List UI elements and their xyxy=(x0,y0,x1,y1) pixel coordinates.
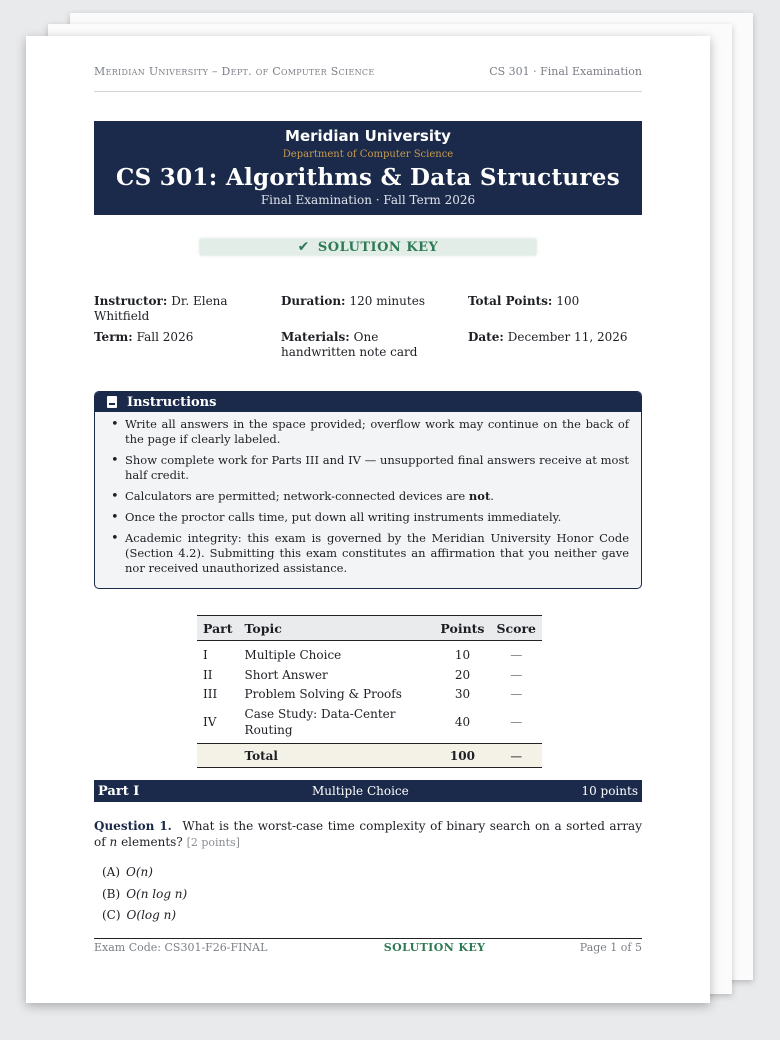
list-item: • Calculators are permitted; network-connected devices are not. xyxy=(107,489,629,504)
exam-code: Exam Code: CS301-F26-FINAL xyxy=(94,941,268,954)
exam-page xyxy=(26,36,710,1003)
part-points: 10 points xyxy=(581,784,638,798)
header-rule xyxy=(94,91,642,92)
university-name: Meridian University xyxy=(285,127,451,145)
option-b: (B) O(n log n) xyxy=(102,886,188,901)
column-header-points: Points xyxy=(434,616,490,641)
course-title: CS 301: Algorithms & Data Structures xyxy=(115,164,620,191)
list-item: • Show complete work for Parts III and IV — unsupported final answers receive at most half credit. xyxy=(107,453,629,483)
score-table xyxy=(197,615,542,768)
part-title: Multiple Choice xyxy=(312,784,409,798)
exam-subtitle: Final Examination · Fall Term 2026 xyxy=(260,193,476,207)
meta-materials: Materials: One handwritten note card xyxy=(281,330,418,359)
page-content xyxy=(94,36,642,1003)
meta-term: Term: Fall 2026 xyxy=(94,330,194,344)
part-name: Part I xyxy=(98,783,140,799)
option-a: (A) O(n) xyxy=(102,865,153,879)
list-item: • Academic integrity: this exam is governed by the Meridian University Honor Code (Section 4.2). Submitting this exam constitutes an affirmation that you neither gave nor received unauthorized assistance. xyxy=(107,531,629,576)
title-banner xyxy=(94,121,642,215)
running-header xyxy=(94,65,642,78)
header-left: Meridian University – Dept. of Computer Science xyxy=(94,65,375,78)
question-label: Question 1. xyxy=(94,819,172,833)
list-item: • Write all answers in the space provided; overflow work may continue on the back of the page if clearly labeled. xyxy=(107,417,629,447)
book-icon xyxy=(107,396,117,408)
option-c: (C) O(log n) xyxy=(102,908,177,922)
column-header-topic: Topic xyxy=(239,616,435,641)
list-item: • Once the proctor calls time, put down all writing instruments immediately. xyxy=(107,510,629,525)
table-row: II Short Answer 20 — xyxy=(203,667,523,682)
table-total-row: Total 100 — xyxy=(197,743,542,767)
instructions-list xyxy=(95,412,641,576)
table-row: I Multiple Choice 10 — xyxy=(203,648,523,662)
page-footer xyxy=(94,941,642,954)
solution-key-badge xyxy=(200,239,536,255)
question-1: Question 1. What is the worst-case time complexity of binary search on a sorted array of n elements? [2 points] xyxy=(94,819,642,849)
header-right: CS 301 · Final Examination xyxy=(489,65,642,78)
meta-date: Date: December 11, 2026 xyxy=(468,330,628,344)
page-number: Page 1 of 5 xyxy=(579,941,642,954)
instructions-box xyxy=(94,391,642,589)
table-row: III Problem Solving & Proofs 30 — xyxy=(203,687,523,701)
footer-solution-key: SOLUTION KEY xyxy=(383,941,486,954)
footer-rule xyxy=(94,938,642,939)
department-name: Department of Computer Science xyxy=(282,149,454,160)
table-header-row xyxy=(197,616,542,641)
check-icon: ✔ xyxy=(297,239,310,255)
solution-key-label: SOLUTION KEY xyxy=(317,239,439,255)
column-header-part: Part xyxy=(197,616,239,641)
answer-options xyxy=(102,862,187,927)
table-row: IV Case Study: Data-Center Routing 40 — xyxy=(203,706,523,737)
meta-total-points: Total Points: 100 xyxy=(468,294,580,308)
part-heading-bar xyxy=(94,780,642,802)
column-header-score: Score xyxy=(490,616,542,641)
instructions-title-bar xyxy=(95,392,641,412)
exam-meta xyxy=(94,294,642,360)
meta-duration: Duration: 120 minutes xyxy=(281,294,425,308)
instructions-title: Instructions xyxy=(127,394,217,410)
question-points: [2 points] xyxy=(186,836,240,849)
meta-instructor: Instructor: Dr. Elena Whitfield xyxy=(94,294,228,323)
